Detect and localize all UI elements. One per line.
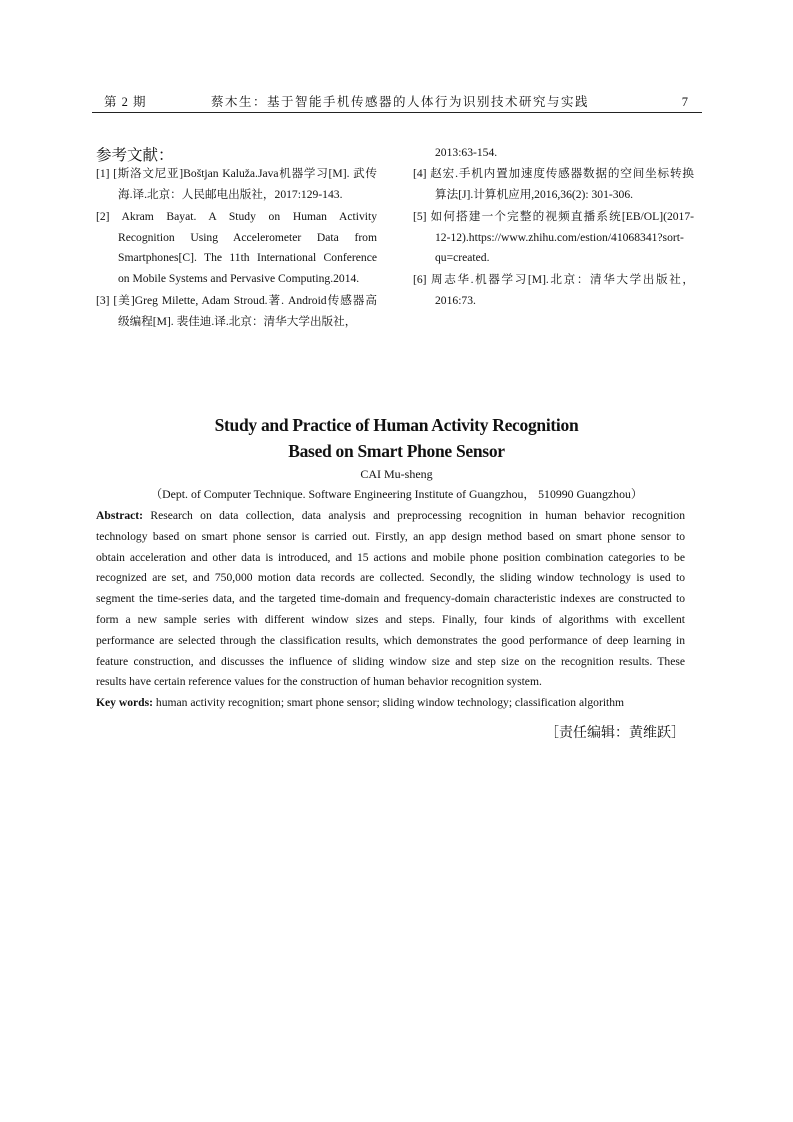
running-header (98, 93, 702, 111)
abstract-line: results have certain reference values for the construction of human behavior recognition system. (96, 675, 542, 689)
reference-6 (413, 270, 694, 311)
abstract-line: feature construction, and discusses the influence of sliding window size and step size on the recognition results. These (96, 654, 685, 668)
abstract-line: obtain acceleration and other data is introduced, and 15 actions and mobile phone position combination categories to be (96, 550, 685, 564)
reference-line: [1] [斯洛文尼亚]Boštjan Kaluža.Java机器学习[M]. 武传 (96, 167, 377, 180)
english-title-line-2: Based on Smart Phone Sensor (288, 441, 505, 461)
reference-line: Smartphones[C]. The 11th International Conference (118, 251, 377, 265)
page-number: 7 (681, 95, 688, 109)
reference-1 (96, 164, 377, 205)
english-title-line-1: Study and Practice of Human Activity Recognition (214, 415, 579, 435)
reference-line: [3] [美]Greg Milette, Adam Stroud.著. Android传感器高 (96, 294, 377, 307)
abstract-line (96, 506, 685, 527)
abstract-line: segment the time-series data, and the targeted time-domain and frequency-domain characteristic indexes are constructed to (96, 592, 685, 606)
reference-line: 2016:73. (435, 293, 476, 307)
reference-line: [2] Akram Bayat. A Study on Human Activity (96, 210, 377, 223)
english-affiliation: （Dept. of Computer Technique. Software Engineering Institute of Guangzhou， 510990 Guangzhou） (150, 487, 643, 501)
english-abstract (96, 506, 685, 693)
abstract-label: Abstract: (96, 509, 144, 522)
references-heading: 参考文献： (96, 146, 174, 164)
abstract-line: recognized are set, and 750,000 motion data records are collected. Secondly, the sliding window technology is used to (96, 571, 685, 585)
issue-number: 第 2 期 (104, 95, 147, 109)
reference-line: 级编程[M]. 裴佳迪.译.北京：清华大学出版社， (118, 314, 357, 328)
abstract-line: technology based on smart phone sensor is carried out. Firstly, an app design method based on smart phone sensor to (96, 529, 685, 543)
reference-2 (96, 207, 377, 289)
abstract-line: performance are selected through the classification results, which demonstrates the good performance of deep learning in (96, 633, 685, 647)
reference-line: [6] 周志华.机器学习[M].北京：清华大学出版社， (413, 273, 694, 286)
reference-line: on Mobile Systems and Pervasive Computing.2014. (118, 271, 360, 285)
reference-line: 12-12).https://www.zhihu.com/estion/41068341?sort- (435, 230, 684, 244)
reference-3 (96, 291, 377, 332)
reference-line: qu=created. (435, 251, 490, 265)
reference-line: [4] 赵宏.手机内置加速度传感器数据的空间坐标转换 (413, 167, 694, 180)
abstract-line: form a new sample series with different window sizes and steps. Finally, four kinds of algorithms with excellent (96, 612, 685, 626)
reference-4 (413, 164, 694, 205)
reference-line: 算法[J].计算机应用,2016,36(2): 301-306. (435, 187, 634, 201)
keywords-label: Key words: (96, 696, 153, 709)
abstract-text: Research on data collection, data analysis and preprocessing recognition in human behavior recognition (150, 509, 685, 522)
responsible-editor: ［责任编辑：黄维跃］ (545, 725, 685, 741)
reference-5 (413, 207, 694, 269)
reference-line: [5] 如何搭建一个完整的视频直播系统[EB/OL](2017- (413, 210, 694, 223)
reference-line: 海.译.北京：人民邮电出版社，2017:129-143. (118, 187, 343, 201)
english-author: CAI Mu-sheng (360, 467, 433, 481)
english-keywords (96, 693, 624, 713)
header-rule (92, 112, 702, 113)
reference-line: 2013:63-154. (435, 146, 498, 159)
running-title: 蔡木生：基于智能手机传感器的人体行为识别技术研究与实践 (210, 95, 589, 109)
reference-3-continued (413, 143, 694, 164)
keywords-text: human activity recognition; smart phone sensor; sliding window technology; classification algorithm (155, 696, 625, 709)
reference-line: Recognition Using Accelerometer Data from (118, 230, 377, 244)
